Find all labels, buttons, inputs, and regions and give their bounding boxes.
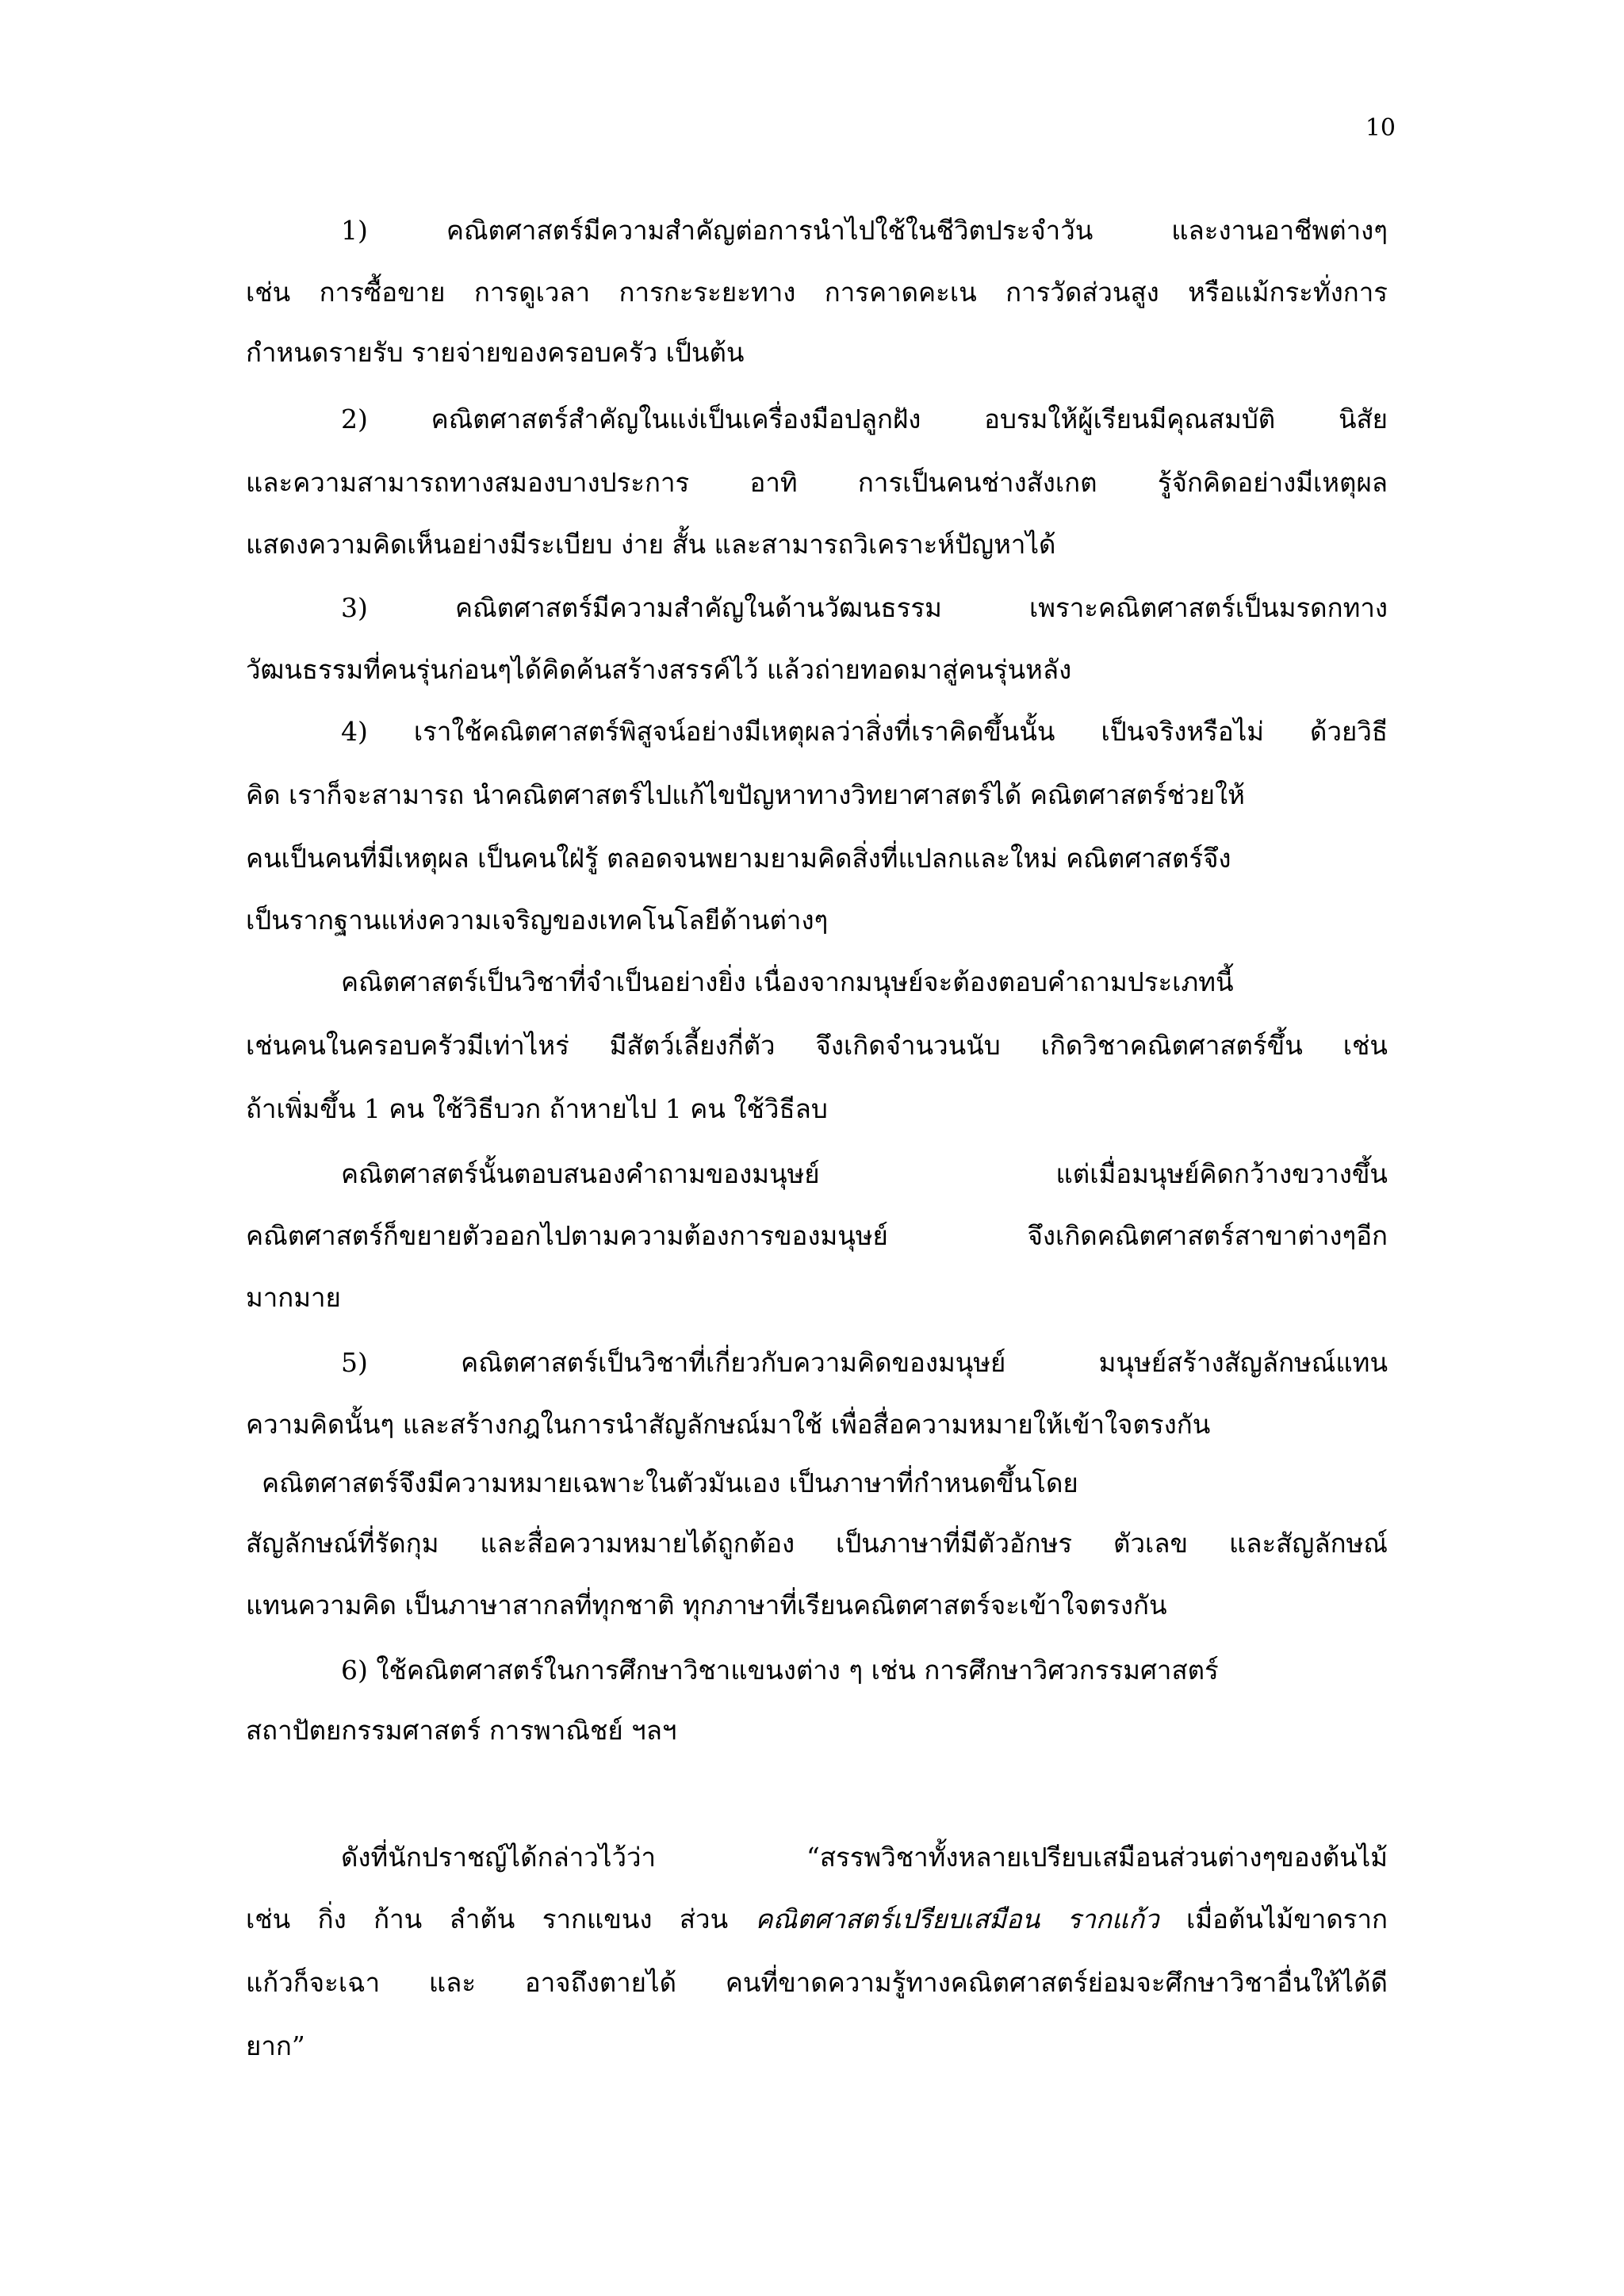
item4-line1: 4) เราใช้คณิตศาสตร์พิสูจน์อย่างมีเหตุผลว่าสิ่งที่เราคิดขึ้นนั้น เป็นจริงหรือไม่ ด้วยวิธี bbox=[341, 716, 1388, 747]
item2-line3: แสดงความคิดเห็นอย่างมีระเบียบ ง่าย สั้น และสามารถวิเคราะห์ปัญหาได้ bbox=[246, 529, 1056, 560]
quote-line1: ดังที่นักปราชญ์ได้กล่าวไว้ว่า “สรรพวิชาทั้งหลายเปรียบเสมือนส่วนต่างๆของต้นไม้ bbox=[341, 1842, 1388, 1873]
item5-line1: 5) คณิตศาสตร์เป็นวิชาที่เกี่ยวกับความคิดของมนุษย์ มนุษย์สร้างสัญลักษณ์แทน bbox=[341, 1347, 1388, 1378]
item5-line4: สัญลักษณ์ที่รัดกุม และสื่อความหมายได้ถูกต้อง เป็นภาษาที่มีตัวอักษร ตัวเลข และสัญลักษณ์ bbox=[246, 1528, 1388, 1559]
item6-line2: สถาปัตยกรรมศาสตร์ การพาณิชย์ ฯลฯ bbox=[246, 1715, 677, 1746]
quote-line2-end: เมื่อต้นไม้ขาดราก bbox=[1159, 1904, 1388, 1934]
item6-line1: 6) ใช้คณิตศาสตร์ในการศึกษาวิชาแขนงต่าง ๆ เช่น การศึกษาวิศวกรรมศาสตร์ bbox=[341, 1655, 1219, 1686]
item1-line2: เช่น การซื้อขาย การดูเวลา การกะระยะทาง การคาดคะเน การวัดส่วนสูง หรือแม้กระทั่งการ bbox=[246, 277, 1388, 308]
item4-line2: คิด เราก็จะสามารถ นำคณิตศาสตร์ไปแก้ไขปัญหาทางวิทยาศาสตร์ได้ คณิตศาสตร์ช่วยให้ bbox=[246, 779, 1245, 810]
quote-emphasis: คณิตศาสตร์เปรียบเสมือน รากแก้ว bbox=[755, 1904, 1159, 1934]
para-a-line3: ถ้าเพิ่มขึ้น 1 คน ใช้วิธีบวก ถ้าหายไป 1 คน ใช้วิธีลบ bbox=[246, 1093, 828, 1124]
item4-line3: คนเป็นคนที่มีเหตุผล เป็นคนใฝ่รู้ ตลอดจนพยามยามคิดสิ่งที่แปลกและใหม่ คณิตศาสตร์จึง bbox=[246, 843, 1231, 874]
item5-line5: แทนความคิด เป็นภาษาสากลที่ทุกชาติ ทุกภาษาที่เรียนคณิตศาสตร์จะเข้าใจตรงกัน bbox=[246, 1590, 1167, 1621]
item1-line3: กำหนดรายรับ รายจ่ายของครอบครัว เป็นต้น bbox=[246, 337, 745, 368]
page-number: 10 bbox=[1365, 114, 1396, 142]
item3-line2: วัฒนธรรมที่คนรุ่นก่อนๆได้คิดค้นสร้างสรรค์ไว้ แล้วถ่ายทอดมาสู่คนรุ่นหลัง bbox=[246, 654, 1072, 685]
item5-line2: ความคิดนั้นๆ และสร้างกฎในการนำสัญลักษณ์มาใช้ เพื่อสื่อความหมายให้เข้าใจตรงกัน bbox=[246, 1409, 1211, 1440]
para-a-line2: เช่นคนในครอบครัวมีเท่าไหร่ มีสัตว์เลี้ยงกี่ตัว จึงเกิดจำนวนนับ เกิดวิชาคณิตศาสตร์ขึ้น เช่น bbox=[246, 1030, 1388, 1061]
item2-line1: 2) คณิตศาสตร์สำคัญในแง่เป็นเครื่องมือปลูกฝัง อบรมให้ผู้เรียนมีคุณสมบัติ นิสัย bbox=[341, 404, 1388, 434]
quote-line2-start: เช่น กิ่ง ก้าน ลำต้น รากแขนง ส่วน bbox=[246, 1904, 756, 1934]
quote-line2 bbox=[246, 1900, 1388, 1939]
item2-line2: และความสามารถทางสมองบางประการ อาทิ การเป็นคนช่างสังเกต รู้จักคิดอย่างมีเหตุผล bbox=[246, 467, 1388, 498]
item1-line1: 1) คณิตศาสตร์มีความสำคัญต่อการนำไปใช้ในชีวิตประจำวัน และงานอาชีพต่างๆ bbox=[341, 215, 1388, 246]
para-a-line1: คณิตศาสตร์เป็นวิชาที่จำเป็นอย่างยิ่ง เนื่องจากมนุษย์จะต้องตอบคำถามประเภทนี้ bbox=[341, 966, 1234, 997]
item4-line4: เป็นรากฐานแห่งความเจริญของเทคโนโลยีด้านต่างๆ bbox=[246, 905, 829, 936]
para-b-line1: คณิตศาสตร์นั้นตอบสนองคำถามของมนุษย์ แต่เมื่อมนุษย์คิดกว้างขวางขึ้น bbox=[341, 1158, 1388, 1189]
para-b-line2: คณิตศาสตร์ก็ขยายตัวออกไปตามความต้องการของมนุษย์ จึงเกิดคณิตศาสตร์สาขาต่างๆอีก bbox=[246, 1220, 1388, 1251]
item3-line1: 3) คณิตศาสตร์มีความสำคัญในด้านวัฒนธรรม เพราะคณิตศาสตร์เป็นมรดกทาง bbox=[341, 592, 1388, 623]
item5-line3: คณิตศาสตร์จึงมีความหมายเฉพาะในตัวมันเอง เป็นภาษาที่กำหนดขึ้นโดย bbox=[262, 1468, 1078, 1498]
quote-line4: ยาก” bbox=[246, 2030, 305, 2061]
quote-line3: แก้วก็จะเฉา และ อาจถึงตายได้ คนที่ขาดความรู้ทางคณิตศาสตร์ย่อมจะศึกษาวิชาอื่นให้ได้ดี bbox=[246, 1967, 1388, 1998]
para-b-line3: มากมาย bbox=[246, 1282, 341, 1313]
